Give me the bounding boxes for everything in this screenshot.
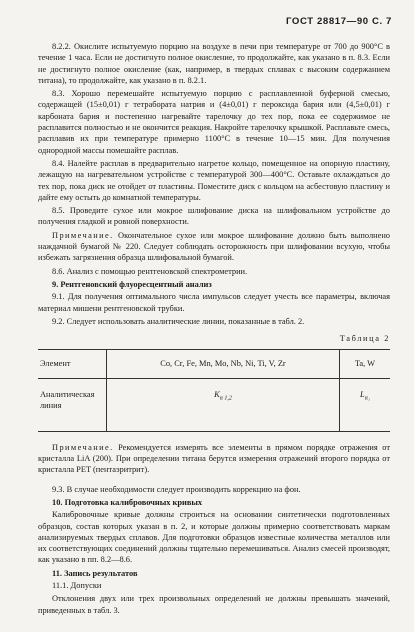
table-row: [38, 378, 390, 431]
table-2: [38, 349, 390, 431]
paragraph-9-2: 9.2. Следует использовать аналитические линии, показанные в табл. 2.: [52, 316, 305, 326]
paragraph-8-2-2: 8.2.2. Окислите испытуемую порцию на воздухе в печи при температуре от 700 до 900°С в течение 1 часа. Если не достигнуто полное окисление, то продолжайте, как указано в п. 8.3. Если не достигнуто полное окисление (как, например, в твердых сплавах с высоким содержанием титана), то продолжайте, как указано в п. 8.2.1.: [38, 42, 390, 85]
document-body: [38, 41, 390, 618]
paragraph-11-1: 11.1. Допуски: [52, 580, 102, 590]
paragraph-9-3: 9.3. В случае необходимости следует производить коррекцию на фон.: [52, 484, 301, 494]
note-2-text: Рекомендуется измерять все элементы в прямом порядке отражения от кристалла LiA (200). При определении титана берутся измерения отражений второго порядка от кристалла PET (пентаэритрит).: [38, 442, 390, 475]
table-header-elements-1: Co, Cr, Fe, Mn, Mo, Nb, Ni, Ti, V, Zr: [107, 350, 340, 378]
line-k-subscript: α 1,2: [219, 395, 232, 402]
paragraph-8-4: 8.4. Налейте расплав в предварительно нагретое кольцо, помещенное на опорную пластину, лежащую на нагревательном устройстве с температурой 300—400°С. Оставьте охлаждаться до тех пор, пока диск не отойдет от пластины. Поместите диск с кольцом на асбестовую пластину и дайте ему остыть до комнатной температуры.: [38, 158, 390, 202]
line-l-subscript: α₁: [364, 395, 370, 402]
page-header: ГОСТ 28817—90 С. 7: [286, 16, 392, 27]
table-header-row: [38, 350, 390, 378]
table-cell-line-l: [340, 378, 391, 431]
note-2: [38, 442, 390, 476]
heading-9: 9. Рентгеновский флуоресцентный анализ: [52, 279, 212, 289]
paragraph-9-1: 9.1. Для получения оптимального числа импульсов следует учесть все параметры, включая материал мишени рентгеновской трубки.: [38, 292, 390, 313]
line-k-symbol: K: [214, 389, 220, 399]
table-caption: Таблица 2: [339, 334, 390, 344]
note-1-label: Примечание.: [52, 230, 114, 240]
table-row-label: Аналитическая линия: [38, 378, 107, 431]
paragraph-8-3: 8.3. Хорошо перемешайте испытуемую порцию с расплавленной буферной смесью, содержащей (15±0,01) г тетрабората натрия и (4±0,01) г пероксида бария или (4,5±0,01) г карбоната бария и постепенно нагревайте тарелочку до тех пор, пока ее содержимое не расплавится полностью и не окончится реакция. Накройте тарелочку крышкой. Расплавьте смесь, расплавив их при температуре примерно 1100°С в течение 10—15 мин. Для получения однородной массы помешайте расплав.: [38, 89, 390, 155]
table-header-elements-2: Ta, W: [340, 350, 391, 378]
paragraph-8-5: 8.5. Проведите сухое или мокрое шлифование диска на шлифовальном устройстве до получения гладкой и ровной поверхности.: [38, 206, 390, 227]
heading-10: 10. Подготовка калибровочных кривых: [52, 497, 203, 507]
note-1: [38, 230, 390, 264]
paragraph-11-1-text: Отклонения двух или трех произвольных определений не должны превышать значений, приведенных в табл. 3.: [38, 594, 390, 615]
paragraph-8-6: 8.6. Анализ с помощью рентгеновской спектрометрии.: [52, 266, 248, 276]
line-l-symbol: L: [360, 389, 365, 399]
table-header-element: Элемент: [38, 350, 107, 378]
paragraph-10: Калибровочные кривые должны строиться на основании синтетически подготовленных образцов, состав которых указан в п. 2, и которые должны примерно соответствовать маркам анализируемых твердых сплавов. Для подготовки образцов известные количества металлов или их соответствующих соединений должны тщательно перемешиваться. Анализ смесей производят, как указано в пп. 8.2—8.6.: [38, 510, 390, 565]
table-cell-line-k: [107, 378, 340, 431]
note-1-text: Окончательное сухое или мокрое шлифование должно быть выполнено наждачной бумагой № 220. Следует соблюдать осторожность при шлифовании всухую, чтобы избежать загрязнения образца шлифовальной бумагой.: [38, 230, 390, 263]
heading-11: 11. Запись результатов: [52, 568, 138, 578]
note-2-label: Примечание.: [52, 442, 114, 452]
